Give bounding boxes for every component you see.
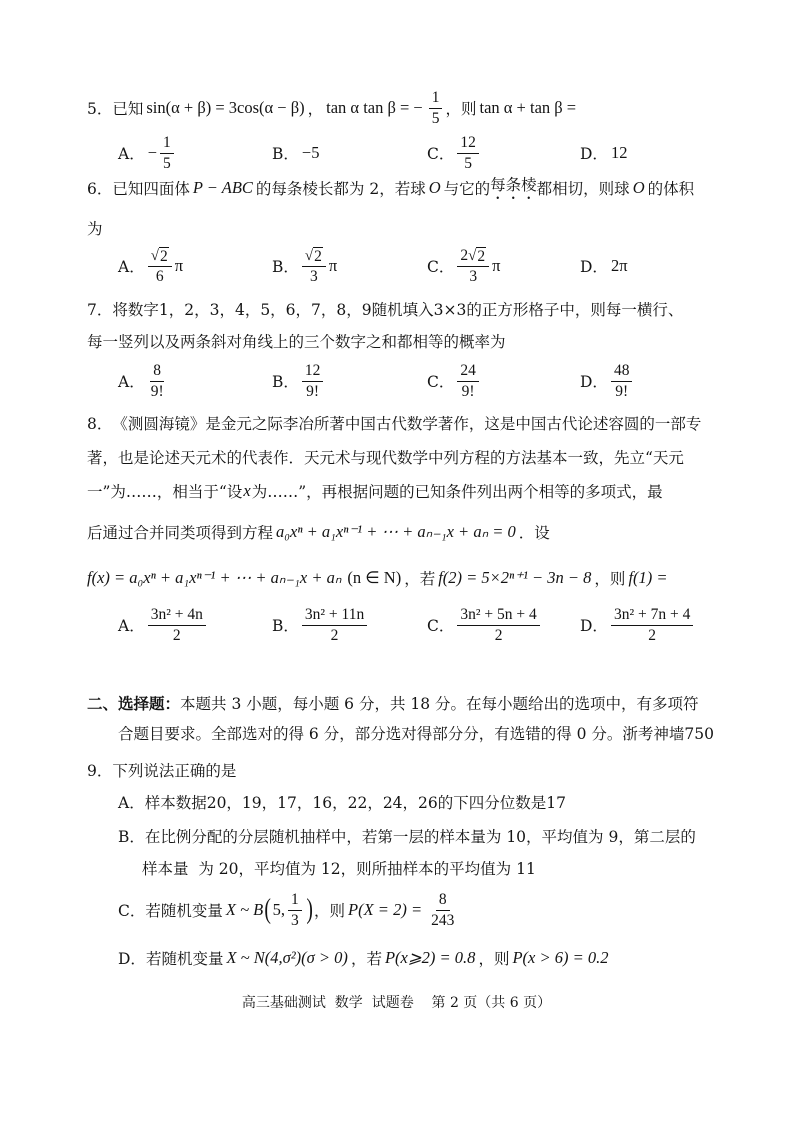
fraction-numerator: 8 (150, 362, 164, 381)
option-text: 样本量 为 20，平均值为 12，则所抽样本的平均值为 11 (142, 860, 536, 878)
stem-text: ，则 (594, 570, 626, 588)
pi-symbol: π (328, 256, 338, 275)
emphasized-text: 每条棱 (490, 176, 537, 194)
fraction-numerator (302, 247, 326, 267)
option-value: −5 (301, 143, 320, 162)
q6-option-c (427, 246, 503, 286)
stem-text: 《测圆海镜》是金元之际李冶所著中国古代数学著作，这是中国古代论述容圆的一部专 (112, 415, 702, 433)
fraction-numerator: 3n² + 7n + 4 (611, 606, 693, 625)
coefficient: 2 (460, 247, 469, 265)
option-text: ，若 (350, 950, 382, 968)
formula: P − ABC (192, 178, 253, 197)
formula: P(x⩾2) = 0.8 (384, 948, 476, 967)
option-fraction (302, 247, 326, 285)
stem-text: 为 (87, 220, 103, 238)
option-label: D． (580, 373, 608, 391)
stem-text: 的体积 (647, 180, 695, 198)
formula: P(x > 6) = 0.2 (512, 948, 609, 967)
q8-stem-line-5 (87, 558, 671, 598)
fraction-numerator: 3n² + 4n (148, 606, 206, 625)
q7-option-d (580, 361, 635, 401)
variable: O (428, 178, 441, 197)
fraction-numerator: 24 (457, 362, 479, 381)
option-text: 在比例分配的分层随机抽样中，若第一层的样本量为 10，平均值为 9，第二层的 (144, 828, 696, 846)
q9-option-d (118, 938, 612, 978)
radicand: 2 (314, 247, 322, 265)
option-value: 12 (610, 143, 628, 162)
page-footer: 高三基础测试 数学 试题卷 第 2 页（共 6 页） (241, 995, 552, 1011)
fraction-numerator: 3n² + 11n (302, 606, 367, 625)
stem-text: 已知 (112, 100, 144, 118)
fraction-denominator: 5 (163, 154, 171, 172)
option-label: D． (580, 145, 608, 163)
stem-text: 都相切，则球 (536, 180, 630, 198)
section-heading: 二、选择题： (87, 694, 181, 713)
option-label: D． (118, 950, 146, 968)
q6-option-b (272, 246, 340, 286)
fraction-denominator: 2 (330, 626, 339, 644)
question-number: 5． (87, 100, 113, 118)
option-label: C． (427, 617, 455, 635)
option-label: C． (427, 145, 455, 163)
q7-option-a (118, 361, 170, 401)
stem-text: 一”为……，相当于“设 (87, 483, 243, 501)
fraction-denominator: 9! (306, 382, 320, 400)
option-label: D． (580, 617, 608, 635)
option-fraction (457, 134, 479, 172)
option-label: A． (118, 145, 145, 163)
fraction-denominator: 9! (461, 382, 475, 400)
fraction-numerator: 12 (302, 362, 324, 381)
fraction (428, 891, 457, 929)
fraction (429, 89, 443, 127)
fraction-denominator: 5 (464, 154, 472, 172)
query: f(1) = (628, 568, 668, 587)
option-label: C． (427, 373, 455, 391)
question-number: 8． (87, 415, 113, 433)
q6-option-d (580, 246, 631, 286)
fraction-denominator: 3 (290, 911, 299, 929)
section-text: 本题共 3 小题，每小题 6 分，共 18 分。在每小题给出的选项中，有多项符 (180, 695, 699, 713)
option-label: B． (272, 145, 299, 163)
stem-text: 后通过合并同类项得到方程 (87, 524, 274, 542)
q9-option-b-continued (142, 848, 536, 888)
option-value: 2π (610, 256, 628, 275)
option-fraction (148, 247, 172, 285)
option-label: A． (118, 258, 145, 276)
q8-option-b (272, 605, 370, 645)
option-fraction (457, 606, 539, 644)
option-label: B． (272, 258, 299, 276)
q8-stem-line-3 (87, 471, 663, 511)
formula: sin(α + β) = 3cos(α − β) (146, 98, 305, 117)
option-label: A． (118, 617, 145, 635)
fraction-denominator: 6 (155, 267, 164, 285)
fraction-denominator: 2 (172, 626, 181, 644)
option-fraction (302, 606, 367, 644)
formula: X ~ N(4,σ²)(σ > 0) (226, 948, 348, 967)
fraction-numerator: 3n² + 5n + 4 (457, 606, 539, 625)
formula: X ~ B (225, 900, 264, 919)
q7-option-b (272, 361, 326, 401)
stem-text: 的每条棱长都为 2，若球 (255, 180, 426, 198)
q5-option-b (272, 133, 322, 173)
fraction (288, 891, 302, 929)
option-fraction (148, 362, 167, 400)
formula: tan α + tan β = (479, 98, 577, 117)
fraction-numerator: 1 (429, 89, 443, 108)
option-label: A． (118, 373, 145, 391)
fraction-numerator (457, 247, 489, 267)
stem-text: 为……”，再根据问题的已知条件列出两个相等的多项式，最 (251, 483, 663, 501)
option-fraction (611, 606, 693, 644)
fraction-denominator: 9! (150, 382, 164, 400)
q8-stem-line-4 (87, 512, 550, 552)
q5-option-a (118, 133, 177, 173)
q7-stem-continued (87, 321, 506, 361)
radicand: 2 (159, 247, 168, 265)
stem-text: 下列说法正确的是 (112, 762, 237, 780)
q6-stem-continued (87, 208, 103, 248)
q5-stem (87, 88, 579, 128)
fraction-numerator: 48 (611, 362, 633, 381)
option-sign: − (147, 143, 158, 162)
option-text: ，则 (314, 902, 346, 920)
option-label: B． (118, 828, 145, 846)
fraction-denominator: 2 (648, 626, 656, 644)
stem-text: 每一竖列以及两条斜对角线上的三个数字之和都相等的概率为 (87, 333, 506, 351)
option-fraction (457, 247, 489, 285)
fraction-denominator: 3 (310, 267, 318, 285)
condition: f(2) = 5×2ⁿ⁺¹ − 3n − 8 (438, 568, 592, 587)
stem-text: 与它的 (443, 180, 491, 198)
stem-text: 著，也是论述天元术的代表作．天元术与现代数学中列方程的方法基本一致，先立“天元 (87, 449, 684, 467)
fraction-denominator: 2 (494, 626, 503, 644)
stem-text: ， (307, 100, 324, 118)
q8-option-c (427, 605, 543, 645)
option-text: 若随机变量 (145, 902, 223, 920)
fraction-denominator: 5 (431, 109, 440, 127)
formula: tan α tan β = − (326, 98, 423, 117)
question-number: 7． (87, 301, 113, 319)
function-definition: f(x) = a₀xⁿ + a₁xⁿ⁻¹ + ⋯ + aₙ₋₁x + aₙ (87, 568, 342, 587)
right-paren: ) (306, 894, 313, 925)
variable: O (632, 178, 645, 197)
fraction-numerator: 12 (457, 134, 479, 153)
left-paren: ( (264, 894, 272, 925)
fraction-numerator: 1 (160, 134, 174, 153)
radicand: 2 (477, 247, 486, 265)
option-text: 样本数据20，19，17，16，22，24，26的下四分位数是17 (144, 794, 566, 812)
option-text: ，则 (478, 950, 510, 968)
option-fraction (302, 362, 324, 400)
domain: (n ∈ N) (347, 568, 402, 587)
pi-symbol: π (174, 256, 184, 275)
option-fraction (457, 362, 479, 400)
q7-option-c (427, 361, 482, 401)
radical-sign: √ (150, 248, 159, 265)
stem-text: ，若 (404, 570, 436, 588)
equation: a₀xⁿ + a₁xⁿ⁻¹ + ⋯ + aₙ₋₁x + aₙ = 0 (276, 522, 516, 541)
stem-text: 将数字1，2，3，4，5，6，7，8，9随机填入3×3的正方形格子中，则每一横行、 (112, 301, 684, 319)
variable: x (243, 481, 251, 500)
section-text: 合题目要求。全部选对的得 6 分，部分选对得部分分，有选错的得 0 分。浙考神墙750 (118, 725, 715, 743)
stem-text: ，则 (445, 100, 477, 118)
fraction-numerator: 1 (288, 891, 302, 910)
formula: P(X = 2) = (348, 900, 423, 919)
pi-symbol: π (492, 256, 501, 275)
radical-sign: √ (468, 248, 477, 265)
option-label: B． (272, 617, 299, 635)
option-label: B． (272, 373, 299, 391)
q8-option-a (118, 605, 209, 645)
radical-sign: √ (304, 248, 314, 265)
question-number: 6． (87, 180, 113, 198)
option-label: D． (580, 258, 608, 276)
question-number: 9． (87, 762, 113, 780)
option-label: C． (118, 902, 146, 920)
formula: 5, (272, 900, 285, 919)
fraction-numerator (148, 247, 172, 267)
option-label: C． (427, 258, 455, 276)
option-text: 若随机变量 (145, 950, 224, 968)
option-fraction (611, 362, 633, 400)
fraction-numerator: 8 (436, 891, 450, 910)
fraction-denominator: 9! (615, 382, 629, 400)
fraction-denominator: 243 (431, 911, 455, 929)
q5-option-c (427, 133, 482, 173)
q6-stem (87, 168, 694, 208)
option-label: A． (118, 794, 145, 812)
q9-option-c (118, 890, 460, 930)
stem-text: 已知四面体 (112, 180, 190, 198)
option-fraction (160, 134, 174, 172)
option-fraction (148, 606, 206, 644)
section-2-instructions-continued (118, 713, 714, 753)
q5-option-d (580, 133, 630, 173)
fraction-denominator: 3 (469, 267, 478, 285)
stem-text: ．设 (518, 524, 550, 542)
q8-option-d (580, 605, 696, 645)
q6-option-a (118, 246, 186, 286)
